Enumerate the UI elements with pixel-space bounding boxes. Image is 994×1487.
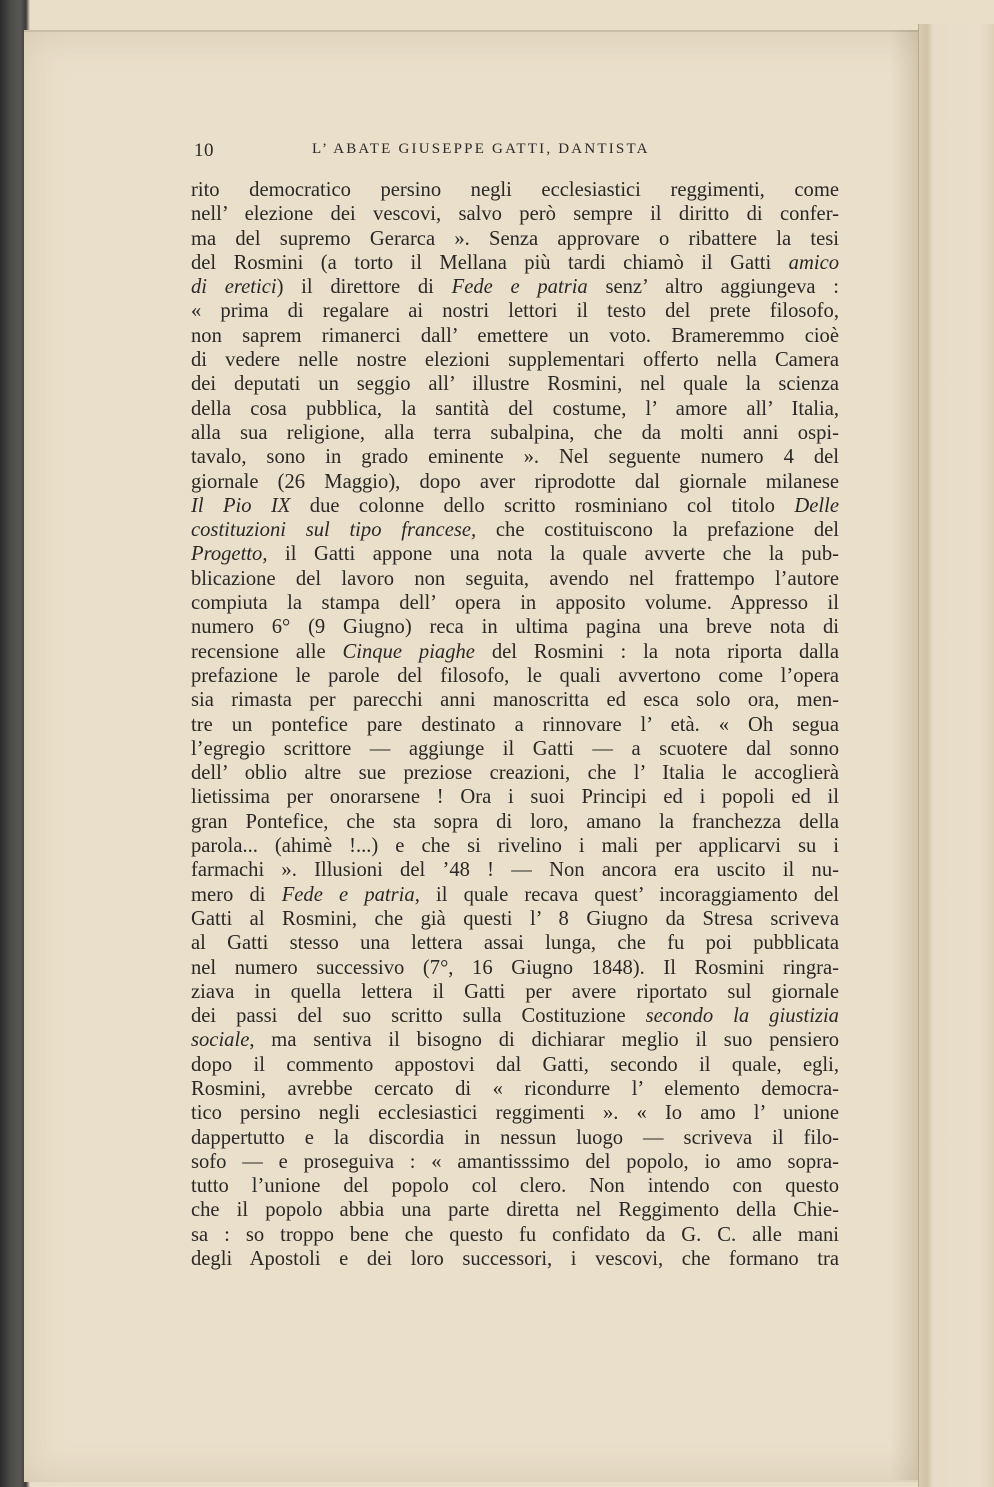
text-run: al Gatti stesso una lettera assai lunga, che fu poi pubblicata <box>191 932 839 955</box>
text-line <box>191 761 839 785</box>
text-line <box>191 713 839 737</box>
text-run: di vedere nelle nostre elezioni supplementari offerto nella Camera <box>191 349 839 372</box>
text-line <box>191 275 839 299</box>
text-run: mero di <box>191 883 282 906</box>
text-run: sofo — e proseguiva : « amantisssimo del popolo, io amo sopra- <box>191 1150 839 1173</box>
text-run: tico persino negli ecclesiastici reggimenti ». « Io amo l’ unione <box>191 1102 839 1125</box>
italic-title: secondo la giustizia <box>645 1005 839 1028</box>
text-run: nell’ elezione dei vescovi, salvo però sempre il diritto di confer- <box>191 203 839 226</box>
text-run: del Rosmini (a torto il Mellana più tardi chiamò il Gatti <box>191 251 789 274</box>
text-run: dopo il commento appostovi dal Gatti, secondo il quale, egli, <box>191 1053 839 1076</box>
text-run: degli Apostoli e dei loro successori, i vescovi, che formano tra <box>191 1248 839 1271</box>
text-line <box>191 615 839 639</box>
running-title: L’ ABATE GIUSEPPE GATTI, DANTISTA <box>312 141 650 157</box>
text-run: sia rimasta per parecchi anni manoscritta ed esca solo ora, men- <box>191 689 839 712</box>
text-line <box>191 1126 839 1150</box>
text-run: nel numero successivo (7°, 16 Giugno 1848). Il Rosmini ringra- <box>191 956 839 979</box>
text-line <box>191 591 839 615</box>
text-run: giornale (26 Maggio), dopo aver riprodotte dal giornale milanese <box>191 470 839 493</box>
text-run: blicazione del lavoro non seguita, avendo nel frattempo l’autore <box>191 567 839 590</box>
text-run: dei deputati un seggio all’ illustre Rosmini, nel quale la scienza <box>191 373 839 396</box>
text-run: Rosmini, avrebbe cercato di « ricondurre l’ elemento democra- <box>191 1077 839 1100</box>
text-run: farmachi ». Illusioni del ’48 ! — Non ancora era uscito il nu- <box>191 859 839 882</box>
text-line <box>191 348 839 372</box>
text-line <box>191 518 839 542</box>
text-line <box>191 202 839 226</box>
text-run: alla sua religione, alla terra subalpina, che da molti anni ospi- <box>191 421 839 444</box>
text-line <box>191 1053 839 1077</box>
text-line <box>191 567 839 591</box>
text-run: che il popolo abbia una parte diretta nel Reggimento della Chie- <box>191 1199 839 1222</box>
text-run: recensione alle <box>191 640 343 663</box>
italic-title: sociale <box>191 1029 250 1052</box>
text-run: sa : so troppo bene che questo fu confidato da G. C. alle mani <box>191 1223 839 1246</box>
running-header <box>194 140 854 170</box>
text-run: l’egregio scrittore — aggiunge il Gatti — a scuotere dal sonno <box>191 737 839 760</box>
text-run: ma del supremo Gerarca ». Senza approvare o ribattere la tesi <box>191 227 839 250</box>
text-line <box>191 494 839 518</box>
text-line <box>191 1247 839 1271</box>
gutter-shadow <box>890 30 920 1480</box>
text-line <box>191 640 839 664</box>
text-run: dei passi del suo scritto sulla Costituzione <box>191 1005 646 1028</box>
text-run: tre un pontefice pare destinato a rinnovare l’ età. « Oh segua <box>191 713 839 736</box>
text-line <box>191 834 839 858</box>
text-line <box>191 1101 839 1125</box>
text-line <box>191 421 839 445</box>
text-line <box>191 980 839 1004</box>
text-run: tutto l’unione del popolo col clero. Non intendo con questo <box>191 1175 839 1198</box>
text-line <box>191 445 839 469</box>
text-line <box>191 1174 839 1198</box>
text-line <box>191 931 839 955</box>
text-run: ) il direttore di <box>276 276 452 299</box>
text-line <box>191 907 839 931</box>
text-run: senz’ altro aggiungeva : <box>587 276 839 299</box>
text-run: della cosa pubblica, la santità del costume, l’ amore all’ Italia, <box>191 397 839 420</box>
text-line <box>191 956 839 980</box>
text-run: numero 6° (9 Giugno) reca in ultima pagina una breve nota di <box>191 616 839 639</box>
text-line <box>191 883 839 907</box>
text-line <box>191 688 839 712</box>
text-line <box>191 1004 839 1028</box>
text-run: due colonne dello scritto rosminiano col titolo <box>290 494 795 517</box>
text-line <box>191 1223 839 1247</box>
text-run: prefazione le parole del filosofo, le quali avvertono come l’opera <box>191 664 839 687</box>
text-line <box>191 324 839 348</box>
italic-title: di eretici <box>191 276 277 299</box>
text-line <box>191 542 839 566</box>
italic-title: Fede e patria <box>451 276 588 299</box>
text-line <box>191 1028 839 1052</box>
text-line <box>191 664 839 688</box>
text-line <box>191 470 839 494</box>
text-line <box>191 299 839 323</box>
next-page-edge <box>918 24 994 1487</box>
text-line <box>191 397 839 421</box>
text-run: Gatti al Rosmini, che già questi l’ 8 Giugno da Stresa scriveva <box>191 907 839 930</box>
text-run: del Rosmini : la nota riporta dalla <box>474 640 839 663</box>
body-text <box>191 178 839 1271</box>
text-line <box>191 251 839 275</box>
text-run: , ma sentiva il bisogno di dichiarar meglio il suo pensiero <box>249 1029 839 1052</box>
text-line <box>191 858 839 882</box>
text-run: compiuta la stampa dell’ opera in apposito volume. Appresso il <box>191 592 839 615</box>
italic-title: Cinque piaghe <box>342 640 475 663</box>
text-run: tavalo, sono in grado eminente ». Nel seguente numero 4 del <box>191 446 839 469</box>
text-run: che costituiscono la prefazione del <box>476 519 839 542</box>
text-line <box>191 810 839 834</box>
italic-title: Il Pio IX <box>191 494 291 517</box>
text-run: dell’ oblio altre sue preziose creazioni, che l’ Italia le accoglierà <box>191 762 839 785</box>
text-run: « prima di regalare ai nostri lettori il testo del prete filosofo, <box>191 300 839 323</box>
text-run: non saprem rimanerci dall’ emettere un voto. Brameremmo cioè <box>191 324 839 347</box>
text-run: , il Gatti appone una nota la quale avverte che la pub- <box>262 543 839 566</box>
italic-title: Fede e patria <box>281 883 415 906</box>
text-run: ziava in quella lettera il Gatti per avere riportato sul giornale <box>191 980 839 1003</box>
text-line <box>191 227 839 251</box>
text-line <box>191 1150 839 1174</box>
text-line <box>191 1198 839 1222</box>
text-line <box>191 1077 839 1101</box>
italic-title: amico <box>788 251 839 274</box>
text-run: lietissima per onorarsene ! Ora i suoi Principi ed i popoli ed il <box>191 786 839 809</box>
italic-title: Delle <box>794 494 839 517</box>
text-run: gran Pontefice, che sta sopra di loro, amano la franchezza della <box>191 810 839 833</box>
text-line <box>191 178 839 202</box>
italic-title: costituzioni sul tipo francese, <box>191 519 477 542</box>
page-number: 10 <box>194 140 214 161</box>
text-run: dappertutto e la discordia in nessun luogo — scriveva il filo- <box>191 1126 839 1149</box>
text-line <box>191 785 839 809</box>
text-run: rito democratico persino negli ecclesiastici reggimenti, come <box>191 179 839 201</box>
text-run: , il quale recava quest’ incoraggiamento del <box>414 883 839 906</box>
text-run: parola... (ahimè !...) e che si rivelino i mali per applicarvi su i <box>191 835 839 858</box>
text-line <box>191 372 839 396</box>
text-line <box>191 737 839 761</box>
italic-title: Progetto <box>191 543 263 566</box>
